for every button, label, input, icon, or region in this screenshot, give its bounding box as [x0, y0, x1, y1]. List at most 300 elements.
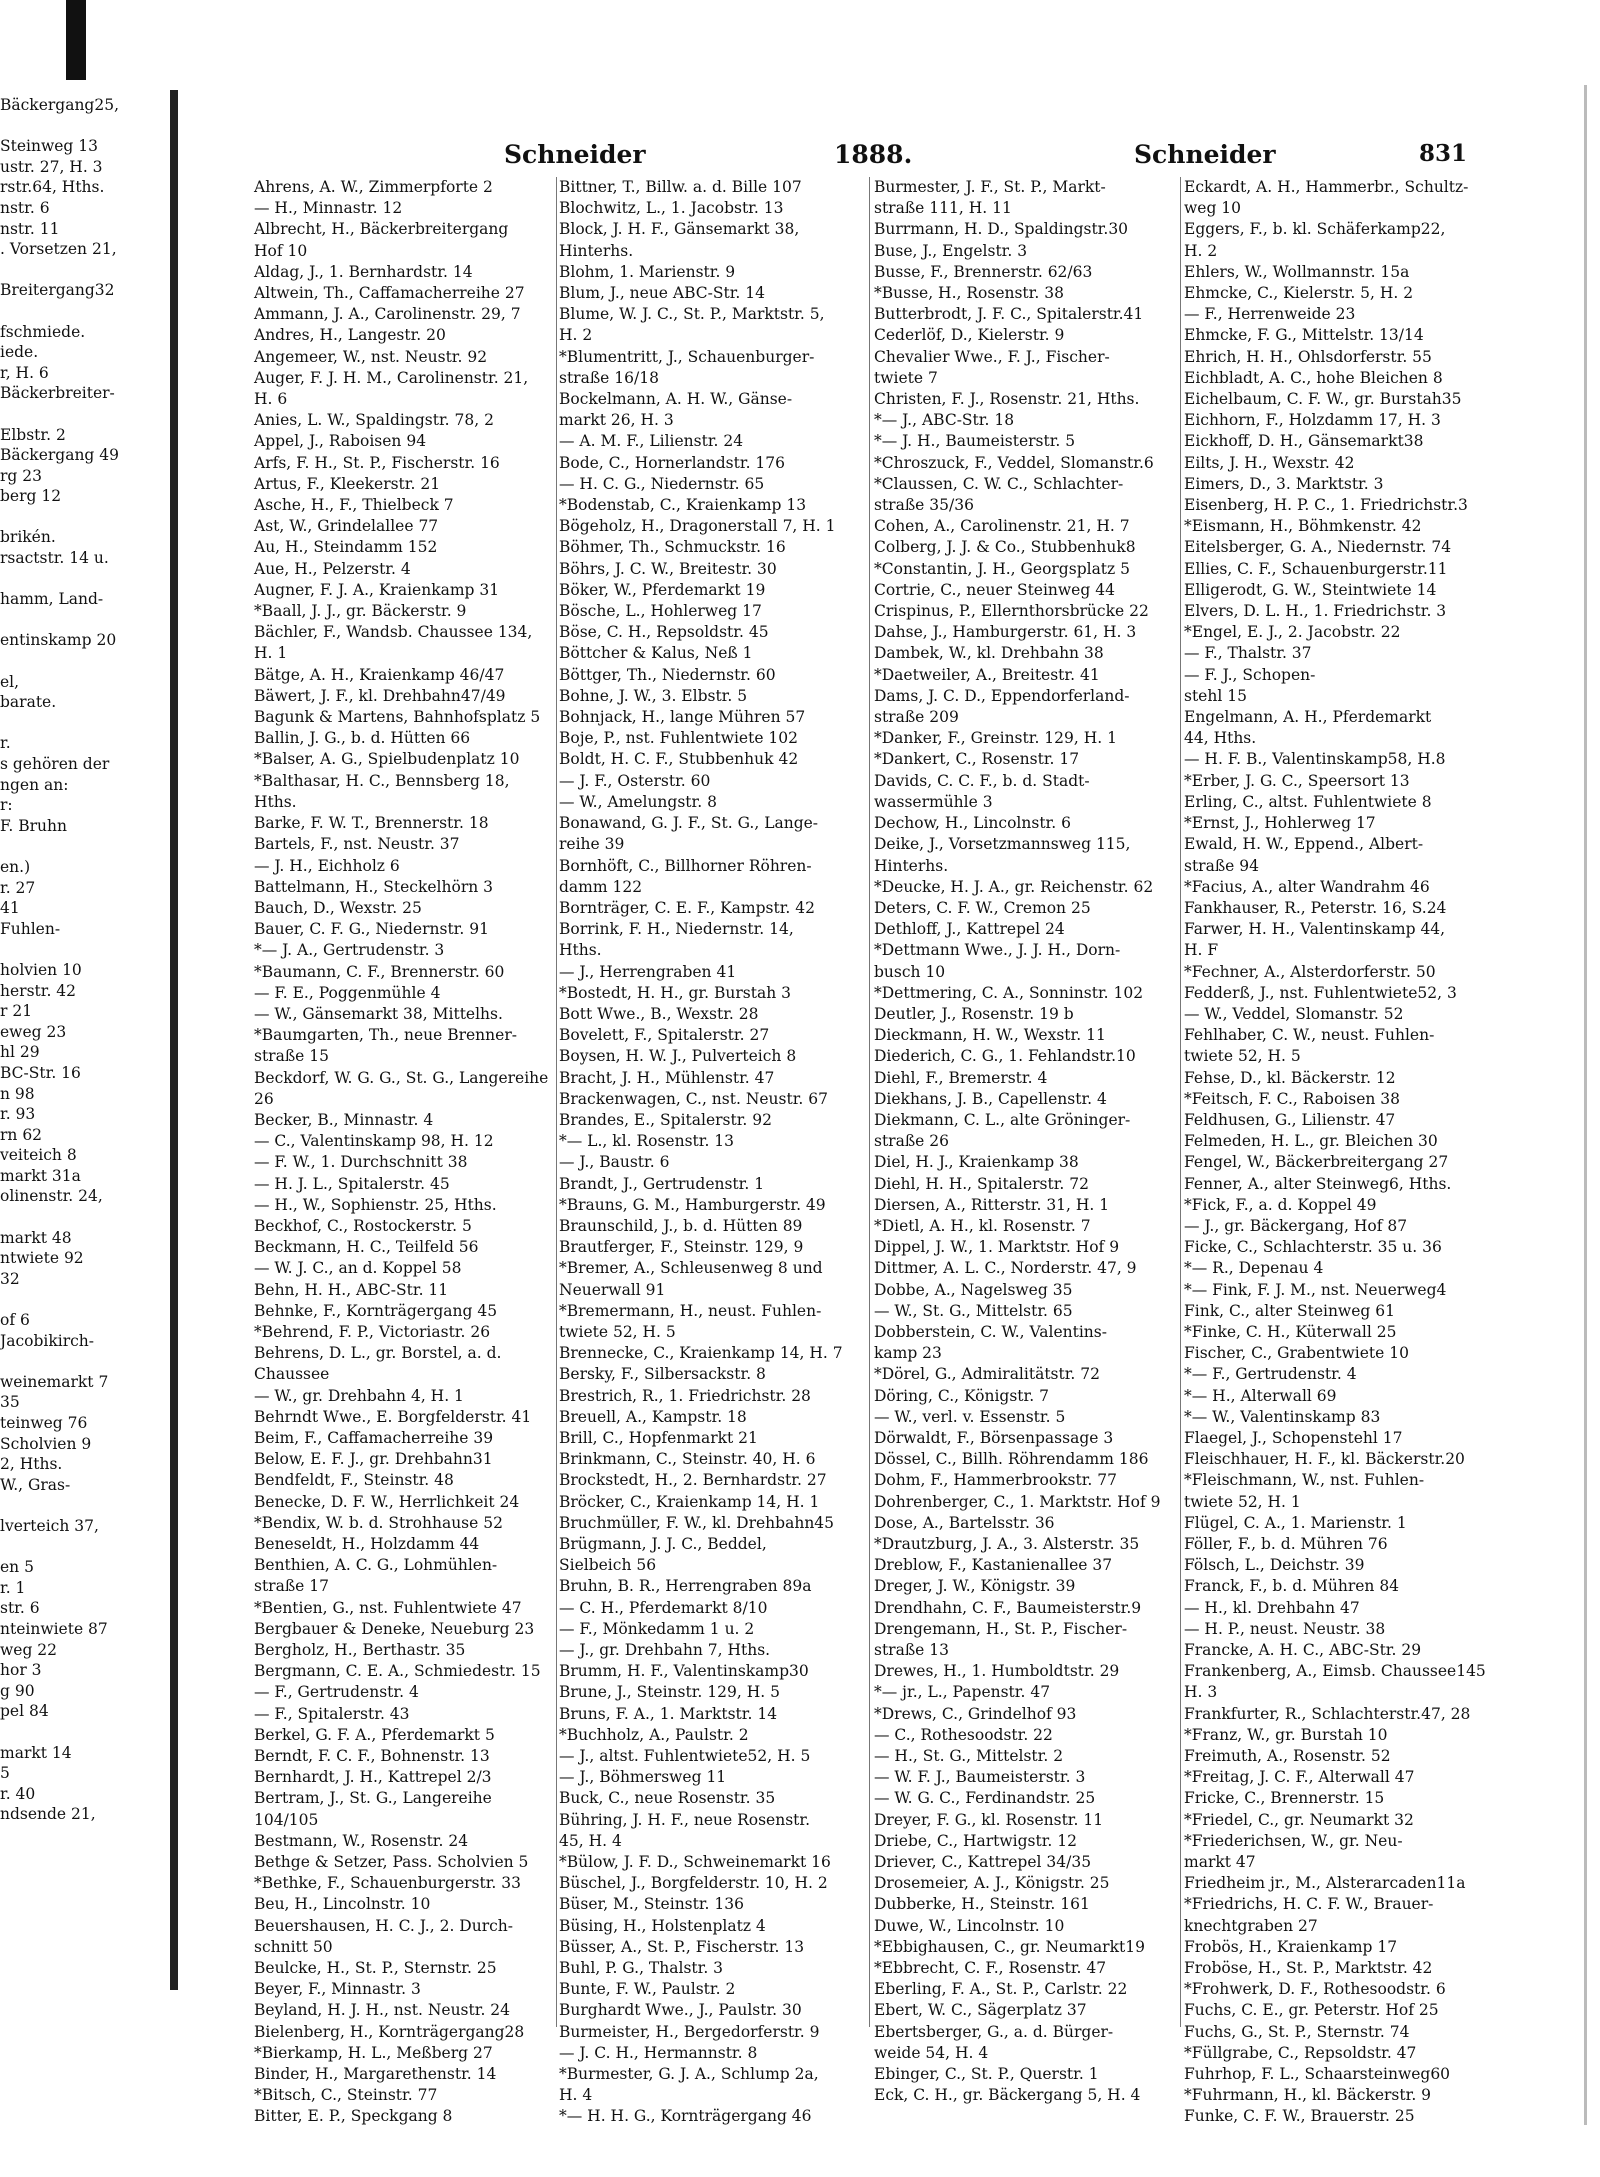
left-page-line: olinenstr. 24, — [0, 1187, 103, 1206]
directory-entry: *Bethke, F., Schauenburgerstr. 33 — [254, 1874, 522, 1893]
column-rule — [869, 177, 870, 2027]
directory-entry: Froböse, H., St. P., Marktstr. 42 — [1184, 1959, 1433, 1978]
directory-entry: Frobös, H., Kraienkamp 17 — [1184, 1937, 1398, 1956]
directory-entry: weide 54, H. 4 — [874, 2043, 989, 2062]
directory-entry: straße 94 — [1184, 856, 1260, 875]
directory-entry: Böhrs, J. C. W., Breitestr. 30 — [559, 559, 777, 578]
directory-entry: Driebe, C., Hartwigstr. 12 — [874, 1831, 1078, 1850]
directory-entry: — F., Herrenweide 23 — [1184, 305, 1356, 324]
left-page-line: teinweg 76 — [0, 1414, 88, 1432]
directory-entry: twiete 52, H. 1 — [1184, 1492, 1301, 1511]
directory-entry: Dahse, J., Hamburgerstr. 61, H. 3 — [874, 623, 1137, 642]
directory-entry: Bracht, J. H., Mühlenstr. 47 — [559, 1068, 775, 1087]
left-page-fragment — [0, 95, 165, 1975]
directory-entry: *Baumann, C. F., Brennerstr. 60 — [254, 962, 505, 981]
directory-entry: *Fleischmann, W., nst. Fuhlen- — [1184, 1471, 1425, 1490]
directory-entry: Ebert, W. C., Sägerplatz 37 — [874, 2001, 1087, 2020]
directory-entry: Bätge, A. H., Kraienkamp 46/47 — [254, 665, 505, 684]
left-page-line: eweg 23 — [0, 1022, 67, 1041]
left-page-line: pel 84 — [0, 1702, 49, 1721]
directory-entry: Arfs, F. H., St. P., Fischerstr. 16 — [254, 453, 500, 472]
directory-entry: Crispinus, P., Ellernthorsbrücke 22 — [874, 602, 1149, 621]
left-page-line — [0, 1537, 165, 1558]
directory-entry: Bott Wwe., B., Wexstr. 28 — [559, 1004, 759, 1023]
directory-entry: Fleischhauer, H. F., kl. Bäckerstr.20 — [1184, 1450, 1465, 1469]
left-page-line: r: — [0, 796, 13, 815]
directory-entry: Brockstedt, H., 2. Bernhardstr. 27 — [559, 1471, 827, 1490]
directory-entry: Ahrens, A. W., Zimmerpforte 2 — [254, 178, 493, 196]
directory-entry: Ebertsberger, G., a. d. Bürger- — [874, 2022, 1114, 2041]
directory-entry: Berkel, G. F. A., Pferdemarkt 5 — [254, 1725, 495, 1744]
directory-entry: Fink, C., alter Steinweg 61 — [1184, 1301, 1395, 1320]
directory-entry: Diehl, F., Bremerstr. 4 — [874, 1068, 1048, 1087]
directory-entry: Eimers, D., 3. Marktstr. 3 — [1184, 474, 1384, 493]
directory-entry: Diederich, C. G., 1. Fehlandstr.10 — [874, 1047, 1136, 1066]
left-page-line: entinskamp 20 — [0, 631, 117, 650]
directory-entry: twiete 52, H. 5 — [1184, 1047, 1301, 1066]
page-number: 831 — [1419, 140, 1468, 167]
directory-entry: Deters, C. F. W., Cremon 25 — [874, 898, 1091, 917]
directory-entry: Angemeer, W., nst. Neustr. 92 — [254, 347, 488, 366]
directory-entry: Fuchs, G., St. P., Sternstr. 74 — [1184, 2022, 1410, 2041]
left-page-line: brikén. — [0, 528, 56, 547]
directory-entry: Brumm, H. F., Valentinskamp30 — [559, 1662, 809, 1681]
directory-entry: Funke, C. F. W., Brauerstr. 25 — [1184, 2107, 1415, 2126]
directory-entry: *Drautzburg, J. A., 3. Alsterstr. 35 — [874, 1535, 1140, 1553]
directory-entry: *Fick, F., a. d. Koppel 49 — [1184, 1195, 1377, 1214]
left-page-line: veiteich 8 — [0, 1146, 77, 1165]
directory-entry: Bagunk & Martens, Bahnhofsplatz 5 — [254, 708, 541, 727]
running-head-left: Schneider — [504, 140, 646, 169]
left-page-line: ngen an: — [0, 775, 69, 794]
directory-entry: Dippel, J. W., 1. Marktstr. Hof 9 — [874, 1238, 1120, 1257]
directory-entry: Block, J. H. F., Gänsemarkt 38, — [559, 220, 800, 239]
directory-entry: Below, E. F. J., gr. Drehbahn31 — [254, 1450, 493, 1469]
directory-entry: Eickhoff, D. H., Gänsemarkt38 — [1184, 432, 1424, 451]
directory-entry: — H., W., Sophienstr. 25, Hths. — [254, 1195, 497, 1214]
left-page-line: en 5 — [0, 1558, 34, 1577]
directory-entry: — F. J., Schopen- — [1184, 665, 1316, 684]
left-page-line: Jacobikirch- — [0, 1331, 95, 1350]
directory-entry: *Dankert, C., Rosenstr. 17 — [874, 750, 1080, 769]
directory-entry: Bertram, J., St. G., Langereihe — [254, 1789, 492, 1808]
directory-entry: Beuershausen, H. C. J., 2. Durch- — [254, 1916, 514, 1935]
directory-entry: Bögeholz, H., Dragonerstall 7, H. 1 — [559, 517, 836, 536]
directory-entry: Bruns, F. A., 1. Marktstr. 14 — [559, 1704, 778, 1723]
directory-entry: Föller, F., b. d. Mühren 76 — [1184, 1535, 1388, 1553]
directory-entry: Auger, F. J. H. M., Carolinenstr. 21, — [254, 368, 529, 387]
left-page-line — [0, 1289, 165, 1310]
left-page-line: Bäckerbreiter- — [0, 384, 115, 403]
directory-entry: Bauch, D., Wexstr. 25 — [254, 898, 422, 917]
left-page-line — [0, 260, 165, 281]
directory-entry: Franck, F., b. d. Mühren 84 — [1184, 1577, 1400, 1596]
directory-entry: Blohm, 1. Marienstr. 9 — [559, 262, 736, 281]
directory-entry: Drendhahn, C. F., Baumeisterstr.9 — [874, 1598, 1142, 1617]
directory-entry: *Feitsch, F. C., Raboisen 38 — [1184, 1089, 1401, 1108]
directory-entry: Eisenberg, H. P. C., 1. Friedrichstr.3 — [1184, 496, 1468, 515]
directory-entry: *— H. H. G., Kornträgergang 46 — [559, 2107, 812, 2126]
directory-entry: Chaussee — [254, 1365, 330, 1384]
left-page-line — [0, 404, 165, 425]
directory-entry: — H., St. G., Mittelstr. 2 — [874, 1747, 1064, 1766]
directory-entry: Dams, J. C. D., Eppendorferland- — [874, 686, 1130, 705]
directory-entry: Bornhöft, C., Billhorner Röhren- — [559, 856, 812, 875]
directory-entry: Dreger, J. W., Königstr. 39 — [874, 1577, 1076, 1596]
left-page-line: Bäckergang25, — [0, 96, 120, 114]
left-page-line: hamm, Land- — [0, 590, 104, 609]
directory-entry: Behnke, F., Kornträgergang 45 — [254, 1301, 498, 1320]
directory-entry: Ehmcke, F. G., Mittelstr. 13/14 — [1184, 326, 1424, 345]
left-page-line — [0, 651, 165, 672]
directory-entry: Christen, F. J., Rosenstr. 21, Hths. — [874, 390, 1140, 409]
directory-entry: Battelmann, H., Steckelhörn 3 — [254, 877, 493, 896]
left-page-line: barate. — [0, 693, 57, 712]
directory-entry: knechtgraben 27 — [1184, 1916, 1318, 1935]
directory-entry: Fuhrhop, F. L., Schaarsteinweg60 — [1184, 2065, 1451, 2084]
left-page-line: r. — [0, 734, 11, 753]
directory-entry: *Bostedt, H. H., gr. Burstah 3 — [559, 983, 791, 1002]
directory-entry: — F. E., Poggenmühle 4 — [254, 983, 441, 1002]
directory-entry: Dreyer, F. G., kl. Rosenstr. 11 — [874, 1810, 1104, 1829]
directory-entry: Dreblow, F., Kastanienallee 37 — [874, 1556, 1113, 1575]
directory-entry: Böhmer, Th., Schmuckstr. 16 — [559, 538, 786, 557]
directory-entry: Brennecke, C., Kraienkamp 14, H. 7 — [559, 1344, 843, 1363]
directory-entry: Fölsch, L., Deichstr. 39 — [1184, 1556, 1365, 1575]
directory-entry: *— F., Gertrudenstr. 4 — [1184, 1365, 1357, 1384]
left-page-line: r. 93 — [0, 1105, 36, 1124]
left-page-line — [0, 1207, 165, 1228]
directory-entry: Deutler, J., Rosenstr. 19 b — [874, 1004, 1074, 1023]
directory-entry: *Deucke, H. J. A., gr. Reichenstr. 62 — [874, 877, 1154, 896]
directory-entry: Böse, C. H., Repsoldstr. 45 — [559, 623, 769, 642]
directory-entry: Büsing, H., Holstenplatz 4 — [559, 1916, 766, 1935]
left-page-line: Scholvien 9 — [0, 1434, 92, 1453]
directory-entry: Erling, C., altst. Fuhlentwiete 8 — [1184, 792, 1432, 811]
directory-entry: *Bierkamp, H. L., Meßberg 27 — [254, 2043, 493, 2062]
left-page-line — [0, 1495, 165, 1516]
directory-entry: schnitt 50 — [254, 1937, 333, 1956]
directory-entry: *— L., kl. Rosenstr. 13 — [559, 1132, 735, 1151]
directory-entry: — C., Valentinskamp 98, H. 12 — [254, 1132, 494, 1151]
directory-entry: — H., Minnastr. 12 — [254, 199, 403, 218]
left-page-line: Steinweg 13 — [0, 137, 98, 156]
directory-entry: wassermühle 3 — [874, 792, 993, 811]
directory-entry: Brandes, E., Spitalerstr. 92 — [559, 1110, 772, 1129]
directory-entry: Behrndt Wwe., E. Borgfelderstr. 41 — [254, 1407, 532, 1426]
directory-entry: — W. G. C., Ferdinandstr. 25 — [874, 1789, 1096, 1808]
directory-entry: *— W., Valentinskamp 83 — [1184, 1407, 1381, 1426]
directory-entry: *Dörel, G., Admiralitätstr. 72 — [874, 1365, 1101, 1384]
directory-entry: *Friedrichs, H. C. F. W., Brauer- — [1184, 1895, 1434, 1914]
directory-entry: Albrecht, H., Bäckerbreitergang — [254, 220, 509, 239]
left-page-line: holvien 10 — [0, 960, 82, 979]
directory-entry: Ast, W., Grindelallee 77 — [254, 517, 439, 536]
left-page-line: . Vorsetzen 21, — [0, 240, 117, 259]
directory-entry: *Ebbrecht, C. F., Rosenstr. 47 — [874, 1959, 1107, 1978]
directory-entry: Bartels, F., nst. Neustr. 37 — [254, 835, 460, 854]
directory-entry: *Fechner, A., Alsterdorferstr. 50 — [1184, 962, 1436, 981]
directory-entry: *Bremer, A., Schleusenweg 8 und — [559, 1259, 823, 1278]
directory-entry: *— R., Depenau 4 — [1184, 1259, 1324, 1278]
directory-entry: Bockelmann, A. H. W., Gänse- — [559, 390, 793, 409]
directory-entry: *Burmester, G. J. A., Schlump 2a, — [559, 2065, 819, 2084]
directory-entry: Bösche, L., Hohlerweg 17 — [559, 602, 762, 621]
directory-entry: Cederlöf, D., Kielerstr. 9 — [874, 326, 1065, 345]
directory-entry: Fricke, C., Brennerstr. 15 — [1184, 1789, 1385, 1808]
directory-entry: *Blumentritt, J., Schauenburger- — [559, 347, 815, 366]
left-page-line: hor 3 — [0, 1661, 42, 1680]
left-page-line — [0, 1351, 165, 1372]
directory-entry: Bergholz, H., Berthastr. 35 — [254, 1641, 466, 1660]
left-page-line: nteinwiete 87 — [0, 1619, 108, 1638]
directory-entry: Drewes, H., 1. Humboldtstr. 29 — [874, 1662, 1120, 1681]
left-page-line: BC-Str. 16 — [0, 1063, 81, 1082]
directory-entry: *Busse, H., Rosenstr. 38 — [874, 284, 1064, 303]
directory-entry: Brackenwagen, C., nst. Neustr. 67 — [559, 1089, 829, 1108]
directory-entry: Eggers, F., b. kl. Schäferkamp22, — [1184, 220, 1446, 239]
left-page-line — [0, 116, 165, 137]
directory-entry: markt 47 — [1184, 1853, 1256, 1872]
directory-entry: Diehl, H. H., Spitalerstr. 72 — [874, 1174, 1089, 1193]
directory-entry: busch 10 — [874, 962, 946, 981]
left-page-line: markt 31a — [0, 1166, 81, 1185]
directory-entry: Beckdorf, W. G. G., St. G., Langereihe — [254, 1068, 549, 1087]
directory-entry: *Facius, A., alter Wandrahm 46 — [1184, 877, 1430, 896]
directory-entry: *Engel, E. J., 2. Jacobstr. 22 — [1184, 623, 1401, 642]
book-gutter — [170, 90, 178, 1990]
directory-entry: — J., gr. Drehbahn 7, Hths. — [559, 1641, 771, 1660]
left-page-line: weg 22 — [0, 1640, 58, 1659]
directory-entry: Ebinger, C., St. P., Querstr. 1 — [874, 2065, 1099, 2084]
directory-entry: Brestrich, R., 1. Friedrichstr. 28 — [559, 1386, 811, 1405]
directory-entry: Ellies, C. F., Schauenburgerstr.11 — [1184, 559, 1448, 578]
directory-entry: Duwe, W., Lincolnstr. 10 — [874, 1916, 1065, 1935]
directory-entry: straße 16/18 — [559, 368, 659, 387]
directory-entry: — C. H., Pferdemarkt 8/10 — [559, 1598, 768, 1617]
directory-entry: *Daetweiler, A., Breitestr. 41 — [874, 665, 1100, 684]
directory-entry: Büschel, J., Borgfelderstr. 10, H. 2 — [559, 1874, 828, 1893]
left-page-line: markt 14 — [0, 1743, 72, 1762]
directory-entry: *Behrend, F. P., Victoriastr. 26 — [254, 1322, 491, 1341]
directory-entry: *Drews, C., Grindelhof 93 — [874, 1704, 1077, 1723]
directory-entry: Dethloff, J., Kattrepel 24 — [874, 920, 1065, 939]
directory-entry: Colberg, J. J. & Co., Stubbenhuk8 — [874, 538, 1136, 557]
left-page-line: Elbstr. 2 — [0, 425, 66, 444]
directory-entry: Eichbladt, A. C., hohe Bleichen 8 — [1184, 368, 1443, 387]
directory-column-3 — [874, 177, 1179, 2105]
directory-entry: Bauer, C. F. G., Niedernstr. 91 — [254, 920, 489, 939]
directory-entry: *— J. H., Baumeisterstr. 5 — [874, 432, 1076, 451]
running-head-right: Schneider — [1134, 140, 1276, 169]
directory-entry: Bohne, J. W., 3. Elbstr. 5 — [559, 686, 748, 705]
left-page-line: lverteich 37, — [0, 1516, 99, 1535]
directory-entry: — C., Rothesoodstr. 22 — [874, 1725, 1053, 1744]
directory-entry: Bethge & Setzer, Pass. Scholvien 5 — [254, 1853, 529, 1872]
left-page-line: r. 27 — [0, 878, 36, 897]
left-page-line: herstr. 42 — [0, 981, 77, 1000]
directory-entry: Brill, C., Hopfenmarkt 21 — [559, 1428, 758, 1447]
left-page-line: berg 12 — [0, 487, 62, 506]
directory-entry: stehl 15 — [1184, 686, 1247, 705]
left-page-line — [0, 569, 165, 590]
directory-entry: Eck, C. H., gr. Bäckergang 5, H. 4 — [874, 2086, 1141, 2105]
directory-entry: straße 13 — [874, 1641, 950, 1660]
directory-entry: Frankenberg, A., Eimsb. Chaussee145 — [1184, 1662, 1486, 1681]
directory-entry: 44, Hths. — [1184, 729, 1257, 748]
left-page-line: 41 — [0, 899, 20, 918]
directory-entry: Eilts, J. H., Wexstr. 42 — [1184, 453, 1355, 472]
directory-entry: Ammann, J. A., Carolinenstr. 29, 7 — [254, 305, 521, 324]
directory-entry: Ehrich, H. H., Ohlsdorferstr. 55 — [1184, 347, 1432, 366]
left-page-line — [0, 939, 165, 960]
directory-entry: Behrens, D. L., gr. Borstel, a. d. — [254, 1344, 502, 1363]
directory-entry: Elvers, D. L. H., 1. Friedrichstr. 3 — [1184, 602, 1447, 621]
left-page-line: r 21 — [0, 1002, 33, 1021]
directory-entry: Buse, J., Engelstr. 3 — [874, 241, 1028, 260]
directory-entry: — H., kl. Drehbahn 47 — [1184, 1598, 1360, 1617]
directory-entry: Brune, J., Steinstr. 129, H. 5 — [559, 1683, 780, 1702]
directory-entry: — W. F. J., Baumeisterstr. 3 — [874, 1768, 1086, 1787]
directory-entry: Altwein, Th., Caffamacherreihe 27 — [254, 284, 525, 303]
directory-entry: Feldhusen, G., Lilienstr. 47 — [1184, 1110, 1396, 1129]
directory-entry: H. 2 — [1184, 241, 1218, 260]
left-page-line: hl 29 — [0, 1043, 40, 1062]
directory-entry: Bergmann, C. E. A., Schmiedestr. 15 — [254, 1662, 541, 1681]
directory-entry: Driever, C., Kattrepel 34/35 — [874, 1853, 1092, 1872]
directory-entry: Bruchmüller, F. W., kl. Drehbahn45 — [559, 1513, 835, 1532]
left-page-line: r. 1 — [0, 1578, 26, 1597]
directory-entry: *Balser, A. G., Spielbudenplatz 10 — [254, 750, 520, 769]
directory-entry: Dössel, C., Billh. Röhrendamm 186 — [874, 1450, 1149, 1469]
directory-entry: Büser, M., Steinstr. 136 — [559, 1895, 745, 1914]
directory-entry: Beim, F., Caffamacherreihe 39 — [254, 1428, 494, 1447]
directory-entry: Bornträger, C. E. F., Kampstr. 42 — [559, 898, 816, 917]
left-page-line: 2, Hths. — [0, 1455, 63, 1474]
left-page-line — [0, 610, 165, 631]
directory-entry: *Bülow, J. F. D., Schweinemarkt 16 — [559, 1853, 831, 1872]
directory-entry: — F., Gertrudenstr. 4 — [254, 1683, 419, 1702]
directory-entry: — J. H., Eichholz 6 — [254, 856, 400, 875]
directory-column-2 — [559, 177, 869, 2126]
directory-entry: H. F — [1184, 941, 1219, 960]
directory-entry: Eitelsberger, G. A., Niedernstr. 74 — [1184, 538, 1452, 557]
directory-entry: Bergbauer & Deneke, Neueburg 23 — [254, 1619, 535, 1638]
directory-entry: Dohrenberger, C., 1. Marktstr. Hof 9 — [874, 1492, 1161, 1511]
directory-entry: Benecke, D. F. W., Herrlichkeit 24 — [254, 1492, 520, 1511]
directory-entry: *Baumgarten, Th., neue Brenner- — [254, 1026, 517, 1045]
left-page-line: 35 — [0, 1393, 20, 1412]
directory-entry: Butterbrodt, J. F. C., Spitalerstr.41 — [874, 305, 1144, 324]
directory-entry: — J., altst. Fuhlentwiete52, H. 5 — [559, 1747, 811, 1766]
directory-column-1 — [254, 177, 559, 2126]
directory-entry: Bruhn, B. R., Herrengraben 89a — [559, 1577, 812, 1596]
left-page-line: F. Bruhn — [0, 816, 67, 835]
directory-entry: Ehmcke, C., Kielerstr. 5, H. 2 — [1184, 284, 1414, 303]
directory-entry: straße 35/36 — [874, 496, 974, 515]
directory-entry: — W., Amelungstr. 8 — [559, 792, 717, 811]
directory-entry: Bühring, J. H. F., neue Rosenstr. — [559, 1810, 811, 1829]
left-page-line: el, — [0, 672, 20, 691]
directory-entry: Brinkmann, C., Steinstr. 40, H. 6 — [559, 1450, 816, 1469]
directory-entry: *Erber, J. G. C., Speersort 13 — [1184, 771, 1410, 790]
directory-entry: Francke, A. H. C., ABC-Str. 29 — [1184, 1641, 1422, 1660]
directory-entry: H. 2 — [559, 326, 593, 345]
left-page-line: en.) — [0, 857, 31, 876]
directory-entry: Diersen, A., Ritterstr. 31, H. 1 — [874, 1195, 1110, 1214]
directory-entry: Büsser, A., St. P., Fischerstr. 13 — [559, 1937, 805, 1956]
directory-entry: Bunte, F. W., Paulstr. 2 — [559, 1980, 736, 1999]
directory-entry: Davids, C. C. F., b. d. Stadt- — [874, 771, 1090, 790]
directory-entry: *Chroszuck, F., Veddel, Slomanstr.6 — [874, 453, 1154, 472]
left-page-line: W., Gras- — [0, 1475, 71, 1494]
directory-entry: Beckmann, H. C., Teilfeld 56 — [254, 1238, 479, 1257]
directory-entry: Cortrie, C., neuer Steinweg 44 — [874, 580, 1115, 599]
directory-entry: Dittmer, A. L. C., Norderstr. 47, 9 — [874, 1259, 1137, 1278]
left-page-line: Bäckergang 49 — [0, 446, 120, 465]
directory-entry: *Fuhrmann, H., kl. Bäckerstr. 9 — [1184, 2086, 1432, 2105]
directory-entry: *Bremermann, H., neust. Fuhlen- — [559, 1301, 822, 1320]
directory-entry: Anies, L. W., Spaldingstr. 78, 2 — [254, 411, 494, 430]
directory-entry: Hinterhs. — [874, 856, 949, 875]
directory-entry: Dechow, H., Lincolnstr. 6 — [874, 814, 1071, 833]
directory-entry: — W., Veddel, Slomanstr. 52 — [1184, 1004, 1404, 1023]
directory-entry: Boldt, H. C. F., Stubbenhuk 42 — [559, 750, 799, 769]
directory-entry: Andres, H., Langestr. 20 — [254, 326, 446, 345]
book-edge-top — [66, 0, 86, 80]
left-page-line: ustr. 27, H. 3 — [0, 157, 103, 176]
directory-entry: Buhl, P. G., Thalstr. 3 — [559, 1959, 724, 1978]
directory-entry: — H. C. G., Niedernstr. 65 — [559, 474, 765, 493]
directory-entry: Bröcker, C., Kraienkamp 14, H. 1 — [559, 1492, 820, 1511]
directory-entry: Bersky, F., Silbersackstr. 8 — [559, 1365, 766, 1384]
directory-entry: Felmeden, H. L., gr. Bleichen 30 — [1184, 1132, 1438, 1151]
directory-entry: Fehse, D., kl. Bäckerstr. 12 — [1184, 1068, 1396, 1087]
left-page-line: n 98 — [0, 1084, 35, 1103]
directory-entry: markt 26, H. 3 — [559, 411, 674, 430]
directory-entry: 104/105 — [254, 1810, 319, 1829]
directory-entry: — W., St. G., Mittelstr. 65 — [874, 1301, 1073, 1320]
directory-entry: — F., Spitalerstr. 43 — [254, 1704, 410, 1723]
directory-entry: *— Fink, F. J. M., nst. Neuerweg4 — [1184, 1280, 1447, 1299]
left-page-line: nstr. 6 — [0, 198, 50, 217]
directory-entry: Hths. — [254, 792, 297, 811]
directory-entry: — H. J. L., Spitalerstr. 45 — [254, 1174, 450, 1193]
directory-entry: — F., Mönkedamm 1 u. 2 — [559, 1619, 755, 1638]
directory-column-4 — [1184, 177, 1486, 2126]
directory-entry: Deike, J., Vorsetzmannsweg 115, — [874, 835, 1131, 854]
directory-entry: *Franz, W., gr. Burstah 10 — [1184, 1725, 1388, 1744]
page-header — [184, 140, 1474, 176]
directory-entry: Benthien, A. C. G., Lohmühlen- — [254, 1556, 498, 1575]
directory-entry: — W., verl. v. Essenstr. 5 — [874, 1407, 1066, 1426]
directory-entry: Ballin, J. G., b. d. Hütten 66 — [254, 729, 471, 748]
directory-entry: Böttcher & Kalus, Neß 1 — [559, 644, 753, 663]
left-page-line: rg 23 — [0, 466, 42, 485]
directory-entry: reihe 39 — [559, 835, 625, 854]
directory-entry: H. 1 — [254, 644, 288, 663]
directory-entry: — J. C. H., Hermannstr. 8 — [559, 2043, 758, 2062]
directory-entry: Beyland, H. J. H., nst. Neustr. 24 — [254, 2001, 511, 2020]
directory-entry: Bovelett, F., Spitalerstr. 27 — [559, 1026, 770, 1045]
directory-entry: Beyer, F., Minnastr. 3 — [254, 1980, 421, 1999]
directory-entry: Blochwitz, L., 1. Jacobstr. 13 — [559, 199, 784, 218]
directory-entry: — W., Gänsemarkt 38, Mittelhs. — [254, 1004, 503, 1023]
directory-entry: Aldag, J., 1. Bernhardstr. 14 — [254, 262, 473, 281]
left-page-line: s gehören der — [0, 755, 110, 773]
directory-entry: Eichhorn, F., Holzdamm 17, H. 3 — [1184, 411, 1441, 430]
left-page-line: g 90 — [0, 1681, 35, 1700]
